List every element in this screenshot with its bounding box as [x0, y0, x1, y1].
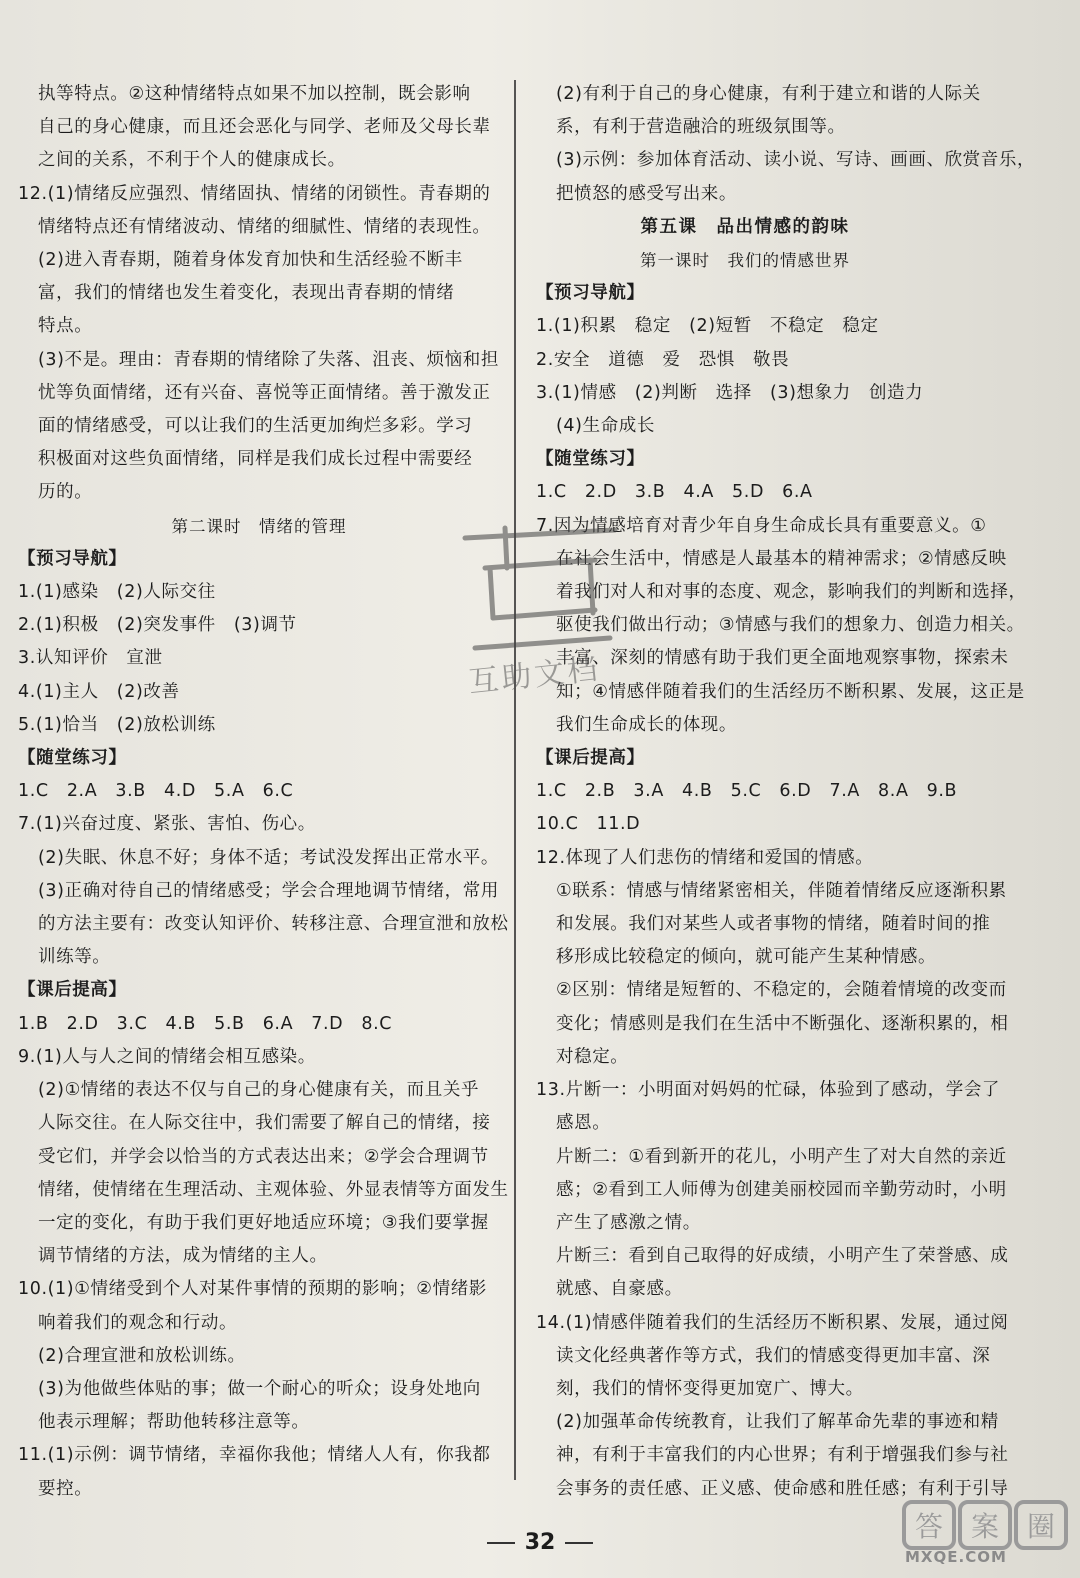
text-line: 变化；情感则是我们在生活中不断强化、逐渐积累的，相 [556, 1013, 1009, 1034]
text-line: 1.C 2.A 3.B 4.D 5.A 6.C [18, 781, 294, 802]
text-line: 移形成比较稳定的倾向，就可能产生某种情感。 [556, 947, 937, 968]
text-line: 第一课时 我们的情感世界 [640, 251, 850, 271]
watermark-text: MXQE.COM [905, 1548, 1007, 1566]
text-line: 12.体现了人们悲伤的情绪和爱国的情感。 [536, 847, 874, 868]
text-line: 1.(1)积累 稳定 (2)短暂 不稳定 稳定 [536, 316, 879, 337]
text-line: 对稳定。 [556, 1046, 629, 1067]
text-line: 富，我们的情绪也发生着变化，表现出青春期的情绪 [38, 283, 455, 304]
text-line: 会事务的责任感、正义感、使命感和胜任感；有利于引导 [556, 1478, 1009, 1499]
text-line: 3.认知评价 宣泄 [18, 648, 163, 669]
text-line: 忧等负面情绪，还有兴奋、喜悦等正面情绪。善于激发正 [38, 382, 491, 403]
text-line: 历的。 [38, 482, 93, 503]
text-line: 【随堂练习】 [18, 748, 127, 769]
text-line: 一定的变化，有助于我们更好地适应环境；③我们要掌握 [38, 1212, 489, 1233]
text-line: 受它们，并学会以恰当的方式表达出来；②学会合理调节 [38, 1146, 489, 1167]
text-line: 我们生命成长的体现。 [556, 714, 737, 735]
text-line: 响着我们的观念和行动。 [38, 1312, 238, 1333]
text-line: 1.C 2.B 3.A 4.B 5.C 6.D 7.A 8.A 9.B [536, 781, 958, 802]
text-line: 2.(1)积极 (2)突发事件 (3)调节 [18, 615, 297, 636]
text-line: 【预习导航】 [536, 283, 645, 304]
text-line: 【课后提高】 [536, 748, 645, 769]
text-line: 5.(1)恰当 (2)放松训练 [18, 714, 216, 735]
text-line: 感；②看到工人师傅为创建美丽校园而辛勤劳动时，小明 [556, 1179, 1007, 1200]
text-line: 片断三：看到自己取得的好成绩，小明产生了荣誉感、成 [556, 1246, 1009, 1267]
text-line: 就感、自豪感。 [556, 1279, 683, 1300]
left-column [18, 78, 509, 1506]
column-divider [514, 80, 516, 1480]
text-line: (3)不是。理由：青春期的情绪除了失落、沮丧、烦恼和担 [38, 349, 499, 370]
text-line: (3)示例：参加体育活动、读小说、写诗、画画、欣赏音乐， [556, 150, 1036, 171]
text-line: (2)加强革命传统教育，让我们了解革命先辈的事迹和精 [556, 1412, 999, 1433]
text-line: 感恩。 [556, 1113, 611, 1134]
text-line: 【随堂练习】 [536, 449, 645, 470]
text-line: 1.B 2.D 3.C 4.B 5.B 6.A 7.D 8.C [18, 1013, 393, 1034]
text-line: 【课后提高】 [18, 980, 127, 1001]
text-line: 11.(1)示例：调节情绪，幸福你我他；情绪人人有，你我都 [18, 1445, 491, 1466]
svg-text:答: 答 [914, 1510, 944, 1543]
text-line: 自己的身心健康，而且还会恶化与同学、老师及父母长辈 [38, 117, 491, 138]
text-line: (3)为他做些体贴的事；做一个耐心的听众；设身处地向 [38, 1378, 481, 1399]
text-line: 把愤怒的感受写出来。 [556, 183, 737, 204]
text-line: 着我们对人和对事的态度、观念，影响我们的判断和选择， [556, 582, 1027, 603]
page-number: 32 [0, 1530, 1080, 1555]
text-line: 10.C 11.D [536, 814, 641, 835]
text-line: (2)①情绪的表达不仅与自己的身心健康有关，而且关乎 [38, 1080, 480, 1101]
text-line: (2)有利于自己的身心健康，有利于建立和谐的人际关 [556, 84, 981, 104]
text-line: 片断二：①看到新开的花儿，小明产生了对大自然的亲近 [556, 1146, 1007, 1167]
text-line: 调节情绪的方法，成为情绪的主人。 [38, 1246, 328, 1267]
text-line: 第二课时 情绪的管理 [171, 516, 347, 536]
text-line: 【预习导航】 [18, 548, 127, 569]
text-line: ②区别：情绪是短暂的、不稳定的，会随着情境的改变而 [556, 980, 1007, 1001]
text-line: 2.安全 道德 爱 恐惧 敬畏 [536, 349, 790, 370]
text-line: 丰富、深刻的情感有助于我们更全面地观察事物，探索未 [556, 648, 1009, 669]
text-line: 情绪，使情绪在生理活动、主观体验、外显表情等方面发生 [38, 1179, 509, 1200]
text-line: 情绪特点还有情绪波动、情绪的细腻性、情绪的表现性。 [38, 216, 491, 237]
text-line: 他表示理解；帮助他转移注意等。 [38, 1412, 310, 1433]
text-line: 的方法主要有：改变认知评价、转移注意、合理宣泄和放松 [38, 914, 509, 935]
text-line: 1.(1)感染 (2)人际交往 [18, 582, 216, 603]
text-line: 面的情绪感受，可以让我们的生活更加绚烂多彩。学习 [38, 416, 473, 437]
text-line: 1.C 2.D 3.B 4.A 5.D 6.A [536, 482, 813, 503]
text-line: 积极面对这些负面情绪，同样是我们成长过程中需要经 [38, 449, 473, 470]
text-line: 7.(1)兴奋过度、紧张、害怕、伤心。 [18, 814, 316, 835]
text-line: 在社会生活中，情感是人最基本的精神需求；②情感反映 [556, 548, 1007, 569]
text-line: 12.(1)情绪反应强烈、情绪固执、情绪的闭锁性。青春期的 [18, 183, 491, 204]
text-line: 特点。 [38, 316, 93, 337]
text-line: 7.因为情感培育对青少年自身生命成长具有重要意义。① [536, 515, 987, 536]
text-line: 9.(1)人与人之间的情绪会相互感染。 [18, 1046, 316, 1067]
text-line: (2)失眠、休息不好；身体不适；考试没发挥出正常水平。 [38, 847, 499, 868]
text-line: 人际交往。在人际交往中，我们需要了解自己的情绪，接 [38, 1113, 491, 1134]
text-line: 第五课 品出情感的韵味 [640, 216, 850, 237]
text-line: 驱使我们做出行动；③情感与我们的想象力、创造力相关。 [556, 615, 1025, 636]
text-line: 系，有利于营造融洽的班级氛围等。 [556, 117, 846, 138]
text-line: (3)正确对待自己的情绪感受；学会合理地调节情绪，常用 [38, 880, 499, 901]
text-line: 训练等。 [38, 947, 111, 968]
text-line: 刻，我们的情怀变得更加宽广、博大。 [556, 1378, 864, 1399]
text-line: ①联系：情感与情绪紧密相关，伴随着情绪反应逐渐积累 [556, 880, 1007, 901]
stamp-text: 互助文档 [466, 651, 602, 701]
text-line: 之间的关系，不利于个人的健康成长。 [38, 150, 346, 171]
svg-text:圈: 圈 [1026, 1510, 1056, 1543]
text-line: 14.(1)情感伴随着我们的生活经历不断积累、发展，通过阅 [536, 1312, 1009, 1333]
text-line: 要控。 [38, 1478, 93, 1499]
text-line: (2)进入青春期，随着身体发育加快和生活经验不断丰 [38, 250, 463, 271]
text-line: 知；④情感伴随着我们的生活经历不断积累、发展，这正是 [556, 681, 1025, 702]
text-line: (4)生命成长 [556, 416, 655, 437]
text-line: 13.片断一：小明面对妈妈的忙碌，体验到了感动，学会了 [536, 1080, 1001, 1101]
text-line: (2)合理宣泄和放松训练。 [38, 1345, 246, 1366]
text-line: 执等特点。②这种情绪特点如果不加以控制，既会影响 [38, 84, 471, 104]
text-line: 10.(1)①情绪受到个人对某件事情的预期的影响；②情绪影 [18, 1279, 487, 1300]
text-line: 读文化经典著作等方式，我们的情感变得更加丰富、深 [556, 1345, 991, 1366]
text-line: 4.(1)主人 (2)改善 [18, 681, 180, 702]
text-line: 产生了感激之情。 [556, 1212, 701, 1233]
text-line: 神，有利于丰富我们的内心世界；有利于增强我们参与社 [556, 1445, 1009, 1466]
text-line: 和发展。我们对某些人或者事物的情绪，随着时间的推 [556, 914, 991, 935]
text-line: 3.(1)情感 (2)判断 选择 (3)想象力 创造力 [536, 382, 924, 403]
right-column [536, 78, 1036, 1506]
svg-text:案: 案 [970, 1510, 1000, 1543]
